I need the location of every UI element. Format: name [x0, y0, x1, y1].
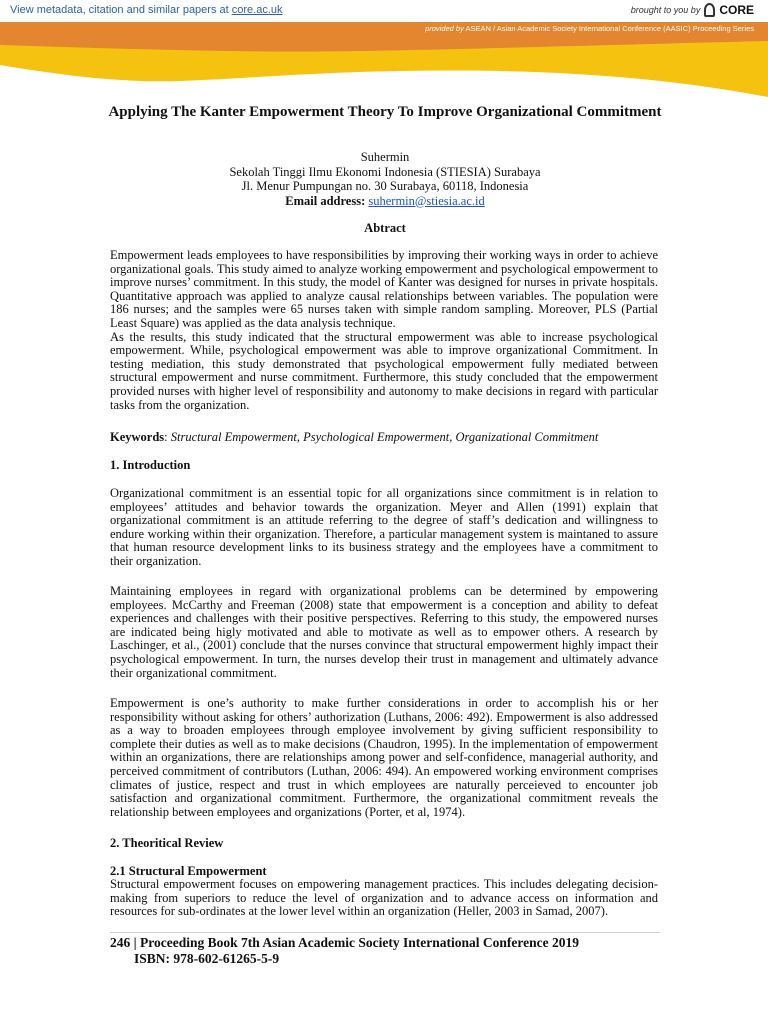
section-2-heading: 2. Theoritical Review	[110, 836, 224, 850]
page-footer	[110, 935, 670, 967]
keywords-label: Keywords	[110, 430, 165, 444]
author-name: Suhermin	[360, 150, 410, 164]
section-2-1-heading: 2.1 Structural Empowerment	[110, 864, 267, 878]
core-banner	[0, 0, 768, 23]
keywords-line: Keywords: Structural Empowerment, Psychological Empowerment, Organizational Commitment	[110, 430, 599, 444]
core-link-text[interactable]: core.ac.uk	[231, 4, 283, 16]
abstract-heading: Abtract	[364, 221, 406, 235]
core-link-prefix: View metadata, citation and similar papers at	[10, 4, 232, 16]
abstract-paragraph-1: Empowerment leads employees to have responsibilities by improving their working ways in order to achieve organizational goals. This study aimed to analyze working empowerment and psychological empowerment to improve nurses’ commitment. In this study, the model of Kanter was designed for nurses in private hospitals. Quantitative approach was applied to analyze causal relationships between variables. The population were 186 nurses; and the samples were 65 nurses taken with simple random sampling. Moreover, PLS (Partial Least Square) was applied as the data analysis technique.	[110, 248, 658, 330]
section-1-heading: 1. Introduction	[110, 458, 191, 472]
author-block	[100, 150, 670, 208]
intro-paragraph-3: Empowerment is one’s authority to make further considerations in order to accomplish his or her responsibility without asking for others’ authorization (Luthans, 2006: 492). Empowerment is also addressed as a way to broaden employees through employee involvement by giving sufficient responsibility to complete their duties as well as to make decisions (Chaudron, 1995). In the implementation of empowerment within an organizations, there are relationships among power and self-confidence, managerial authority, and perceived commitment of contributors (Luthan, 2006: 494). An empowered working environment comprises climates of justice, respect and trust in which employees are naturally perceieved to encounter job satisfaction and organizational commitment. Furthermore, the organizational commitment reveals the relationship between employees and organizations (Porter, et al, 1974).	[110, 696, 658, 819]
email-label: Email address:	[285, 193, 366, 208]
abstract-body	[110, 249, 658, 412]
core-logo-icon	[704, 3, 715, 17]
footer-proceeding-line: 246 | Proceeding Book 7th Asian Academic Society International Conference 2019	[110, 935, 579, 950]
proceeding-series-text: ASEAN / Asian Academic Society International Conference (AASIC) Proceeding Series	[465, 24, 754, 33]
core-metadata-link[interactable]	[10, 4, 283, 16]
paper-title: Applying The Kanter Empowerment Theory To Improve Organizational Commitment	[108, 104, 662, 120]
provided-by-text: provided by	[425, 24, 464, 33]
footer-isbn: ISBN: 978-602-61265-5-9	[134, 951, 280, 966]
section-2-1-paragraph: Structural empowerment focuses on empowering management practices. This includes delegating decision-making from superiors to reduce the level of organization and to advance access on information and resources for sub-ordinates at the lower level within an organization (Heller, 2003 in Samad, 2007).	[110, 877, 658, 919]
brought-by-text: brought to you by	[630, 5, 701, 15]
core-brand[interactable]	[631, 3, 754, 17]
abstract-paragraph-2: As the results, this study indicated that the structural empowerment was able to increase psychological empowerment. While, psychological empowerment was able to improve organizational Commitment. In testing mediation, this study demonstrated that psychological empowerment fully mediated between structural empowerment and nurse commitment. Furthermore, this study concluded that the empowerment provided nurses with higher level of responsibility and autonomy to make decisions in regard with particular tasks from the organization.	[110, 329, 658, 412]
author-address: Jl. Menur Pumpungan no. 30 Surabaya, 60118, Indonesia	[241, 179, 529, 193]
core-brand-name: CORE	[719, 3, 754, 17]
keywords-text: Structural Empowerment, Psychological Empowerment, Organizational Commitment	[170, 430, 599, 444]
intro-paragraph-2: Maintaining employees in regard with organizational problems can be determined by empowering employees. McCarthy and Freeman (2008) state that empowerment is a conception and ability to defeat experiences and challenges with their positive perspectives. Referring to this study, the empowered nurses are indicated being higly motivated and able to motivate as well as to empower others. A research by Laschinger, et al., (2001) conclude that the nurses convince that structural empowerment highly impact their psychological empowerment. In turn, the nurses develop their trust in management and ultimately advance their organizational commitment.	[110, 584, 658, 680]
proceeding-series-note	[425, 22, 754, 36]
author-affiliation: Sekolah Tinggi Ilmu Ekonomi Indonesia (STIESIA) Surabaya	[229, 164, 541, 179]
intro-paragraph-1: Organizational commitment is an essential topic for all organizations since commitment is in relation to employees’ attitudes and behavior towards the organization. Meyer and Allen (1991) explain that organizational commitment is an attitude referring to the degree of staff’s dedication and willingness to endure working within their organization. Therefore, a particular management system is maintaned to assure that human resource development links to its business strategy and the employees have a commitment to their organization.	[110, 486, 658, 568]
email-link[interactable]: suhermin@stiesia.ac.id	[368, 193, 485, 208]
author-email-line	[100, 194, 670, 209]
footer-rule	[110, 932, 660, 933]
header-wave	[0, 35, 768, 105]
